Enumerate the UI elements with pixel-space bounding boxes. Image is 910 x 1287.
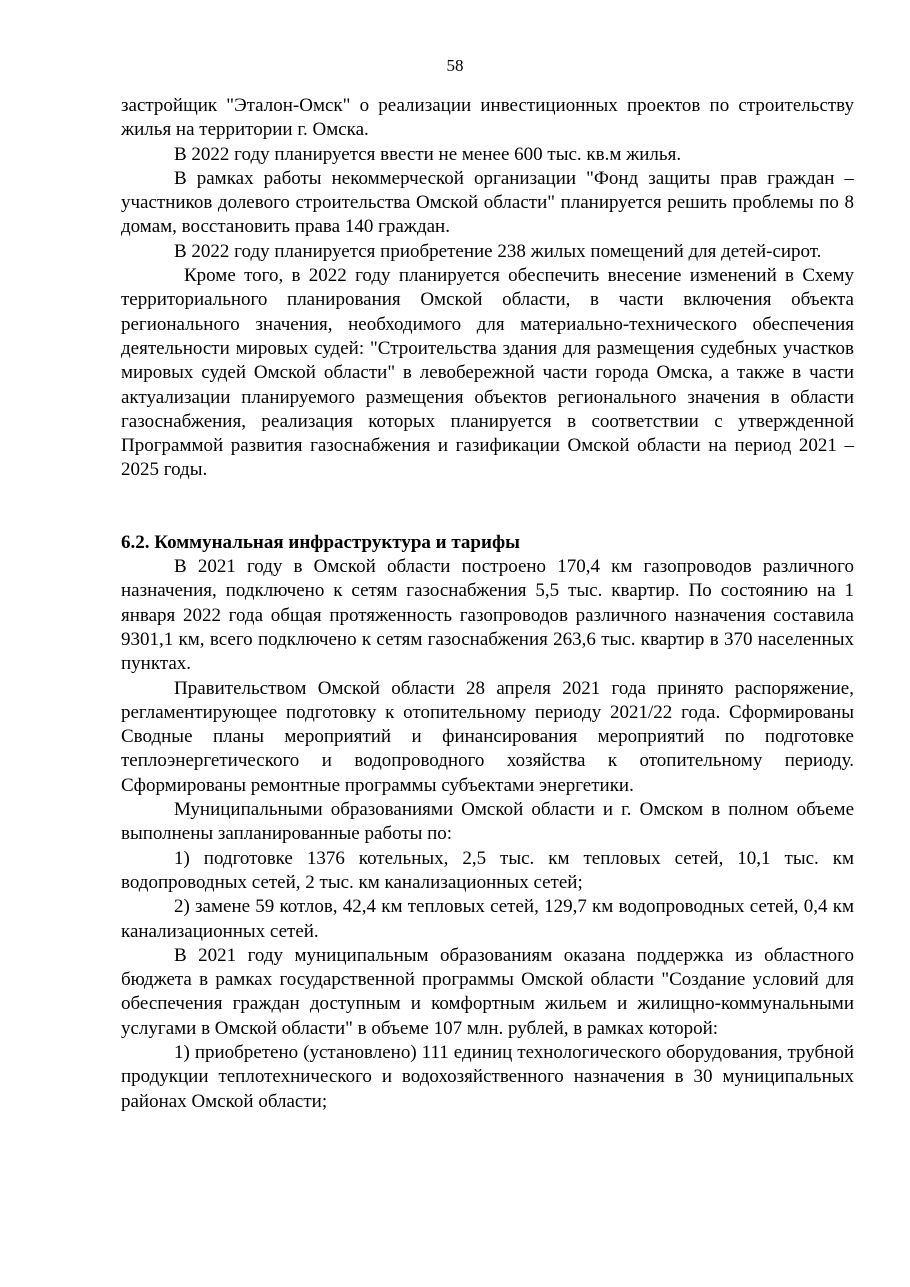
paragraph: В 2022 году планируется ввести не менее 600 тыс. кв.м жилья.: [174, 143, 682, 165]
paragraph: Правительством Омской области 28 апреля 2021 года принято распоряжение, регламентирующее подготовку к отопительному периоду 2021/22 года. Сформированы Сводные планы мероприятий и финансирования мероприятий по подготовке теплоэнергетического и водопроводного хозяйства к отопительному периоду. Сформированы ремонтные программы субъектами энергетики.: [121, 677, 854, 796]
page-number: 58: [446, 56, 464, 75]
paragraph: Муниципальными образованиями Омской области и г. Омском в полном объеме выполнены запланированные работы по:: [121, 799, 854, 845]
paragraph: застройщик "Эталон-Омск" о реализации инвестиционных проектов по строительству жилья на территории г. Омска.: [121, 95, 854, 141]
paragraph: Кроме того, в 2022 году планируется обеспечить внесение изменений в Схему территориального планирования Омской области, в части включения объекта регионального значения, необходимого для материально-технического обеспечения деятельности мировых судей: "Строительства здания для размещения судебных участков мировых судей Омской области" в левобережной части города Омска, а также в части актуализации планируемого размещения объектов регионального значения в области газоснабжения, реализация которых планируется в соответствии с утвержденной Программой развития газоснабжения и газификации Омской области на период 2021 – 2025 годы.: [121, 265, 854, 481]
paragraph: В 2021 году муниципальным образованиям оказана поддержка из областного бюджета в рамках государственной программы Омской области "Создание условий для обеспечения граждан доступным и комфортным жильем и жилищно-коммунальными услугами в Омской области" в объеме 107 млн. рублей, в рамках которой:: [121, 944, 854, 1039]
paragraph: В 2022 году планируется приобретение 238 жилых помещений для детей-сирот.: [174, 240, 822, 262]
paragraph: В 2021 году в Омской области построено 170,4 км газопроводов различного назначения, подключено к сетям газоснабжения 5,5 тыс. квартир. По состоянию на 1 января 2022 года общая протяженность газопроводов различного назначения составила 9301,1 км, всего подключено к сетям газоснабжения 263,6 тыс. квартир в 370 населенных пунктах.: [121, 556, 854, 675]
section-heading: 6.2. Коммунальная инфраструктура и тарифы: [121, 531, 520, 553]
section-spacer: [121, 483, 854, 531]
list-item: 2) замене 59 котлов, 42,4 км тепловых сетей, 129,7 км водопроводных сетей, 0,4 км канализационных сетей.: [121, 896, 854, 942]
list-item: 1) подготовке 1376 котельных, 2,5 тыс. км тепловых сетей, 10,1 тыс. км водопроводных сетей, 2 тыс. км канализационных сетей;: [121, 847, 854, 893]
list-item: 1) приобретено (установлено) 111 единиц технологического оборудования, трубной продукции теплотехнического и водохозяйственного назначения в 30 муниципальных районах Омской области;: [121, 1041, 854, 1112]
document-body: [121, 94, 854, 1114]
paragraph: В рамках работы некоммерческой организации "Фонд защиты прав граждан – участников долевого строительства Омской области" планируется решить проблемы по 8 домам, восстановить права 140 граждан.: [121, 167, 854, 238]
